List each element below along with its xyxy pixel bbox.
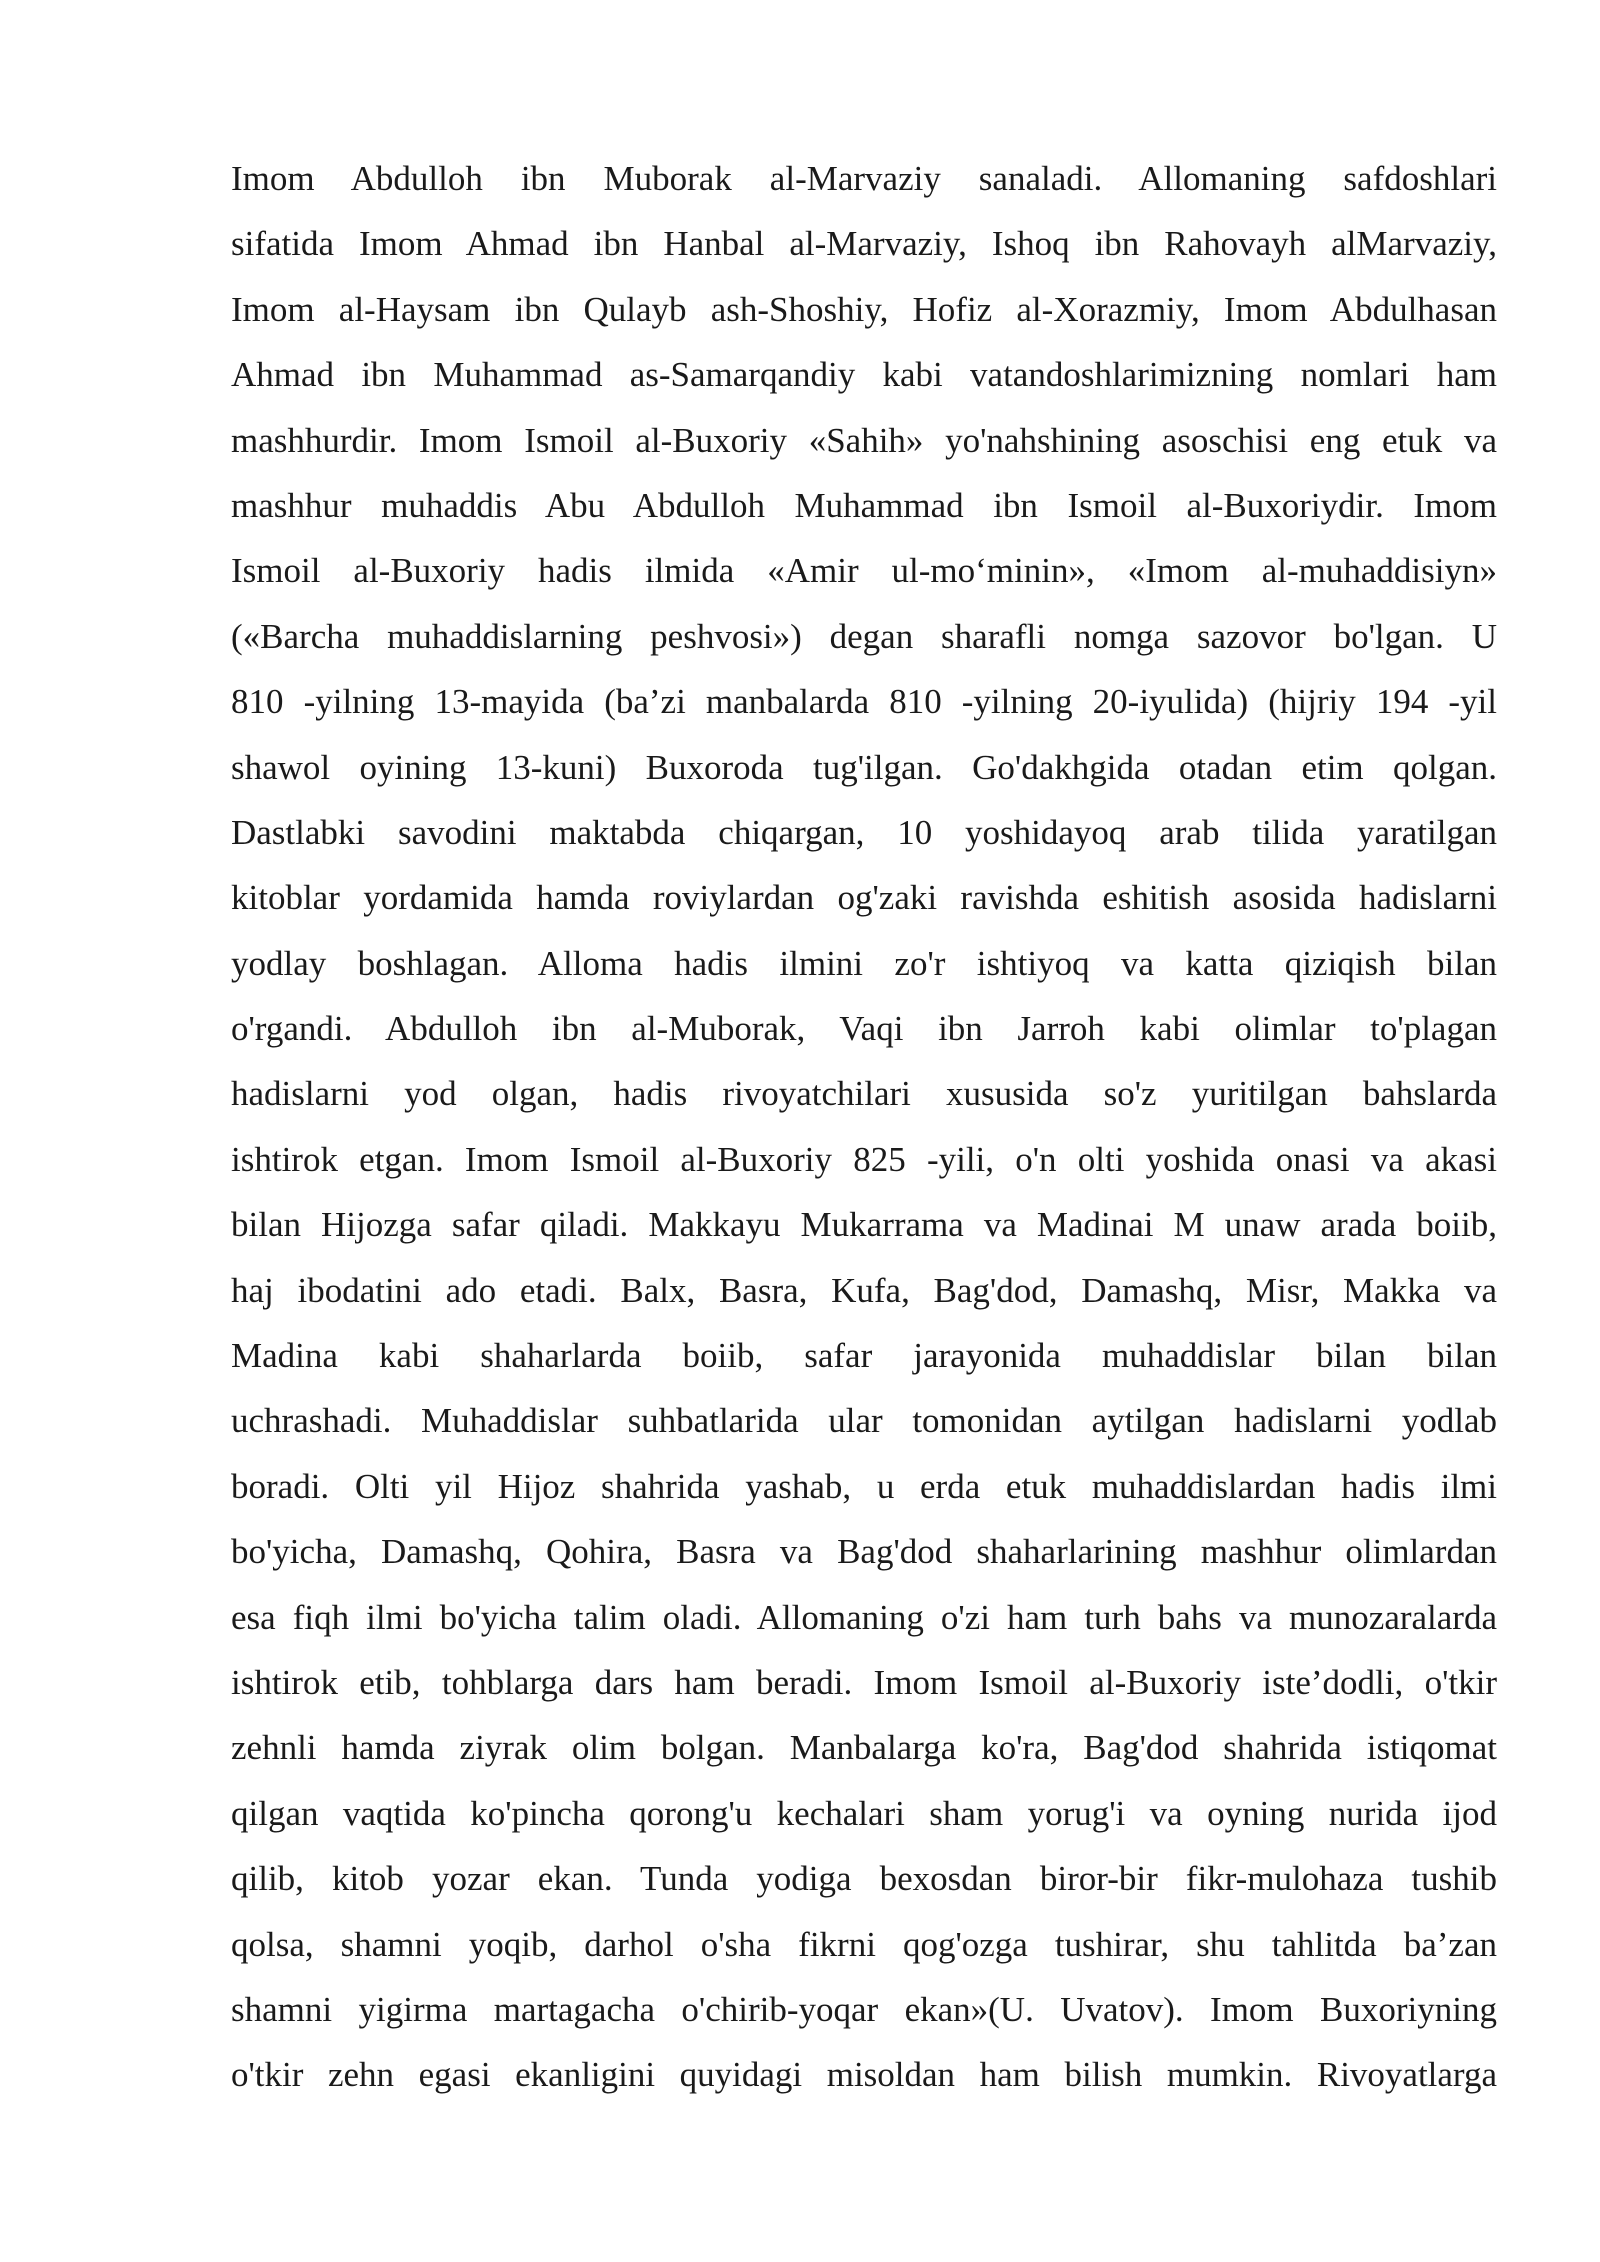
text-line: ishtirok etgan. Imom Ismoil al-Buxoriy 825 -yili, o'n olti yoshida onasi va akasi (231, 1139, 1497, 1179)
text-line: mashhur muhaddis Abu Abdulloh Muhammad ibn Ismoil al-Buxoriydir. Imom (231, 485, 1497, 525)
text-line: Imom Abdulloh ibn Muborak al-Marvaziy sanaladi. Allomaning safdoshlari (231, 159, 1497, 198)
text-line: Imom al-Haysam ibn Qulayb ash-Shoshiy, Hofiz al-Xorazmiy, Imom Abdulhasan (231, 289, 1497, 329)
text-line: zehnli hamda ziyrak olim bolgan. Manbalarga ko'ra, Bag'dod shahrida istiqomat (231, 1728, 1497, 1768)
text-line: qolsa, shamni yoqib, darhol o'sha fikrni qog'ozga tushirar, shu tahlitda ba’zan (231, 1924, 1497, 1964)
text-line: bo'yicha, Damashq, Qohira, Basra va Bag'dod shaharlarining mashhur olimlardan (231, 1532, 1497, 1572)
text-line: 810 -yilning 13-mayida (ba’zi manbalarda 810 -yilning 20-iyulida) (hijriy 194 -yil (231, 682, 1497, 722)
text-line: haj ibodatini ado etadi. Balx, Basra, Kufa, Bag'dod, Damashq, Misr, Makka va (231, 1270, 1497, 1310)
text-line: o'tkir zehn egasi ekanligini quyidagi misoldan ham bilish mumkin. Rivoyatlarga (231, 2055, 1497, 2095)
text-line: bilan Hijozga safar qiladi. Makkayu Mukarrama va Madinai M unaw arada boiib, (231, 1205, 1497, 1245)
text-line: hadislarni yod olgan, hadis rivoyatchilari xususida so'z yuritilgan bahslarda (231, 1074, 1497, 1114)
text-line: qilib, kitob yozar ekan. Tunda yodiga bexosdan biror-bir fikr-mulohaza tushib (231, 1859, 1497, 1899)
text-line: ishtirok etib, tohblarga dars ham beradi. Imom Ismoil al-Buxoriy iste’dodli, o'tkir (231, 1662, 1497, 1702)
text-line: Madina kabi shaharlarda boiib, safar jarayonida muhaddislar bilan bilan (231, 1336, 1497, 1376)
text-line: Ahmad ibn Muhammad as-Samarqandiy kabi vatandoshlarimizning nomlari ham (231, 355, 1497, 395)
text-line: kitoblar yordamida hamda roviylardan og'zaki ravishda eshitish asosida hadislarni (231, 878, 1497, 918)
text-line: mashhurdir. Imom Ismoil al-Buxoriy «Sahih» yo'nahshining asoschisi eng etuk va (231, 420, 1497, 460)
text-line: («Barcha muhaddislarning peshvosi») degan sharafli nomga sazovor bo'lgan. U (231, 616, 1497, 656)
text-line: esa fiqh ilmi bo'yicha talim oladi. Allomaning o'zi ham turh bahs va munozaralarda (231, 1597, 1497, 1637)
text-line: uchrashadi. Muhaddislar suhbatlarida ular tomonidan aytilgan hadislarni yodlab (231, 1401, 1497, 1441)
text-line: shamni yigirma martagacha o'chirib-yoqar ekan»(U. Uvatov). Imom Buxoriyning (231, 1989, 1497, 2029)
text-line: Dastlabki savodini maktabda chiqargan, 10 yoshidayoq arab tilida yaratilgan (231, 812, 1497, 852)
text-line: yodlay boshlagan. Alloma hadis ilmini zo'r ishtiyoq va katta qiziqish bilan (231, 943, 1497, 983)
text-line: Ismoil al-Buxoriy hadis ilmida «Amir ul-mo‘minin», «Imom al-muhaddisiyn» (231, 551, 1497, 591)
text-line: qilgan vaqtida ko'pincha qorong'u kechalari sham yorug'i va oyning nurida ijod (231, 1793, 1497, 1833)
text-line: shawol oyining 13-kuni) Buxoroda tug'ilgan. Go'dakhgida otadan etim qolgan. (231, 747, 1497, 787)
body-text (231, 146, 1497, 2108)
text-line: o'rgandi. Abdulloh ibn al-Muborak, Vaqi ibn Jarroh kabi olimlar to'plagan (231, 1009, 1497, 1049)
text-line: boradi. Olti yil Hijoz shahrida yashab, u erda etuk muhaddislardan hadis ilmi (231, 1466, 1497, 1506)
text-line: sifatida Imom Ahmad ibn Hanbal al-Marvaziy, Ishoq ibn Rahovayh alMarvaziy, (231, 224, 1497, 264)
